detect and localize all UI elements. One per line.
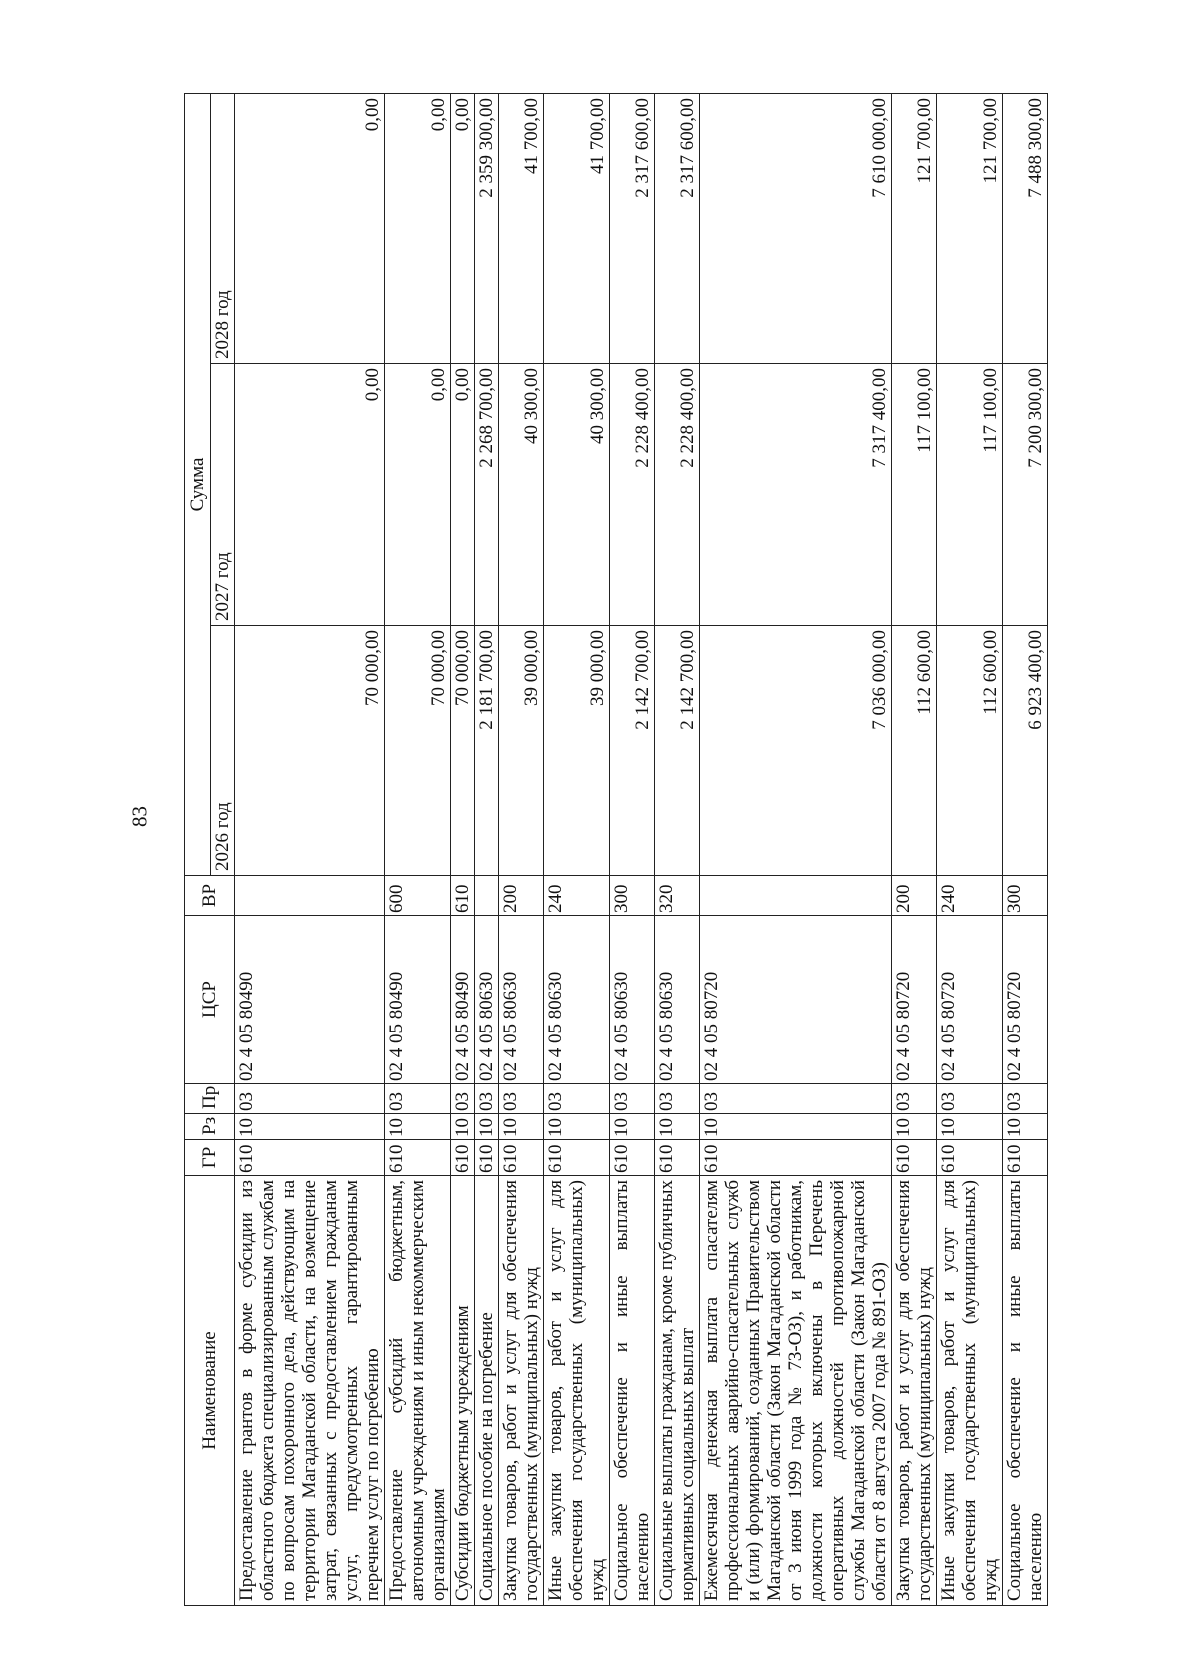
cell-pr: 03 [610,1084,655,1114]
cell-rz: 10 [1003,1114,1048,1140]
cell-2026: 70 000,00 [451,626,475,876]
cell-pr: 03 [544,1084,610,1114]
cell-csr: 02 4 05 80720 [1003,916,1048,1084]
table-row [892,94,937,1606]
cell-rz: 10 [235,1114,385,1140]
cell-csr: 02 4 05 80720 [700,916,892,1084]
cell-2028: 2 317 600,00 [655,94,700,364]
cell-csr: 02 4 05 80630 [499,916,544,1084]
cell-rz: 10 [655,1114,700,1140]
cell-vr: 320 [655,876,700,916]
cell-2026: 112 600,00 [892,626,937,876]
cell-pr: 03 [1003,1084,1048,1114]
cell-csr: 02 4 05 80630 [544,916,610,1084]
table-row [235,94,385,1606]
cell-name: Социальное обеспечение и иные выплаты населению [1003,1176,1048,1606]
cell-csr: 02 4 05 80630 [475,916,499,1084]
cell-2026: 39 000,00 [499,626,544,876]
cell-rz: 10 [610,1114,655,1140]
table-row [451,94,475,1606]
cell-2026: 39 000,00 [544,626,610,876]
cell-2027: 40 300,00 [499,364,544,626]
cell-2027: 117 100,00 [892,364,937,626]
header-sum: Сумма [185,94,211,876]
cell-name: Субсидии бюджетным учреждениям [451,1176,475,1606]
cell-vr: 200 [499,876,544,916]
table-row [937,94,1003,1606]
cell-2028: 41 700,00 [499,94,544,364]
table-row [700,94,892,1606]
cell-2026: 2 181 700,00 [475,626,499,876]
cell-gr: 610 [937,1140,1003,1176]
cell-vr [700,876,892,916]
cell-2027: 7 200 300,00 [1003,364,1048,626]
table-row [475,94,499,1606]
cell-name: Иные закупки товаров, работ и услуг для обеспечения государственных (муниципальных) нужд [937,1176,1003,1606]
header-pr: Пр [185,1084,235,1114]
cell-2026: 70 000,00 [235,626,385,876]
cell-2027: 0,00 [235,364,385,626]
cell-pr: 03 [475,1084,499,1114]
cell-name: Предоставление грантов в форме субсидии из областного бюджета специализированным службам по вопросам похоронного дела, действующим на территории Магаданской области, на возмещение затрат, связанных с предоставлением гражданам услуг, предусмотренных гарантированным перечнем услуг по погребению [235,1176,385,1606]
header-year-2027: 2027 год [211,364,235,626]
cell-vr: 200 [892,876,937,916]
table-row [610,94,655,1606]
header-csr: ЦСР [185,916,235,1084]
cell-vr: 300 [610,876,655,916]
header-rz: Рз [185,1114,235,1140]
cell-2026: 2 142 700,00 [610,626,655,876]
cell-2026: 6 923 400,00 [1003,626,1048,876]
cell-rz: 10 [499,1114,544,1140]
cell-pr: 03 [892,1084,937,1114]
cell-name: Закупка товаров, работ и услуг для обеспечения государственных (муниципальных) нужд [892,1176,937,1606]
cell-2027: 2 268 700,00 [475,364,499,626]
cell-vr: 600 [385,876,451,916]
cell-name: Иные закупки товаров, работ и услуг для обеспечения государственных (муниципальных) нужд [544,1176,610,1606]
cell-2028: 2 359 300,00 [475,94,499,364]
cell-gr: 610 [475,1140,499,1176]
cell-csr: 02 4 05 80630 [655,916,700,1084]
cell-pr: 03 [385,1084,451,1114]
cell-vr [235,876,385,916]
cell-2028: 0,00 [385,94,451,364]
table-row [1003,94,1048,1606]
cell-vr: 240 [544,876,610,916]
cell-csr: 02 4 05 80720 [892,916,937,1084]
cell-name: Закупка товаров, работ и услуг для обеспечения государственных (муниципальных) нужд [499,1176,544,1606]
cell-gr: 610 [1003,1140,1048,1176]
cell-2026: 7 036 000,00 [700,626,892,876]
cell-2027: 40 300,00 [544,364,610,626]
cell-2028: 121 700,00 [937,94,1003,364]
cell-2027: 2 228 400,00 [655,364,700,626]
cell-gr: 610 [385,1140,451,1176]
cell-name: Социальное обеспечение и иные выплаты населению [610,1176,655,1606]
cell-2027: 7 317 400,00 [700,364,892,626]
cell-pr: 03 [451,1084,475,1114]
cell-rz: 10 [451,1114,475,1140]
cell-2027: 0,00 [451,364,475,626]
cell-csr: 02 4 05 80490 [385,916,451,1084]
cell-name: Социальное пособие на погребение [475,1176,499,1606]
table-body [235,94,1048,1606]
cell-vr: 610 [451,876,475,916]
cell-vr: 300 [1003,876,1048,916]
cell-csr: 02 4 05 80630 [610,916,655,1084]
cell-2027: 0,00 [385,364,451,626]
cell-2026: 70 000,00 [385,626,451,876]
cell-pr: 03 [937,1084,1003,1114]
cell-pr: 03 [700,1084,892,1114]
cell-gr: 610 [544,1140,610,1176]
cell-2028: 2 317 600,00 [610,94,655,364]
cell-vr [475,876,499,916]
cell-csr: 02 4 05 80490 [451,916,475,1084]
cell-gr: 610 [610,1140,655,1176]
cell-2026: 112 600,00 [937,626,1003,876]
table-row [499,94,544,1606]
cell-gr: 610 [235,1140,385,1176]
cell-vr: 240 [937,876,1003,916]
cell-gr: 610 [499,1140,544,1176]
cell-2028: 7 610 000,00 [700,94,892,364]
table-row [655,94,700,1606]
cell-csr: 02 4 05 80490 [235,916,385,1084]
cell-2028: 41 700,00 [544,94,610,364]
cell-pr: 03 [499,1084,544,1114]
table-row [544,94,610,1606]
cell-gr: 610 [451,1140,475,1176]
cell-rz: 10 [700,1114,892,1140]
cell-2028: 7 488 300,00 [1003,94,1048,364]
cell-2027: 117 100,00 [937,364,1003,626]
cell-gr: 610 [700,1140,892,1176]
cell-name: Социальные выплаты гражданам, кроме публичных нормативных социальных выплат [655,1176,700,1606]
header-year-2028: 2028 год [211,94,235,364]
header-year-2026: 2026 год [211,626,235,876]
table-row [385,94,451,1606]
cell-rz: 10 [475,1114,499,1140]
page-number: 83 [127,806,152,827]
header-vr: ВР [185,876,235,916]
cell-pr: 03 [655,1084,700,1114]
cell-2028: 0,00 [451,94,475,364]
cell-csr: 02 4 05 80720 [937,916,1003,1084]
cell-gr: 610 [892,1140,937,1176]
cell-pr: 03 [235,1084,385,1114]
table-header [185,94,235,1606]
cell-2027: 2 228 400,00 [610,364,655,626]
cell-gr: 610 [655,1140,700,1176]
cell-rz: 10 [544,1114,610,1140]
budget-table-container [184,94,1046,1606]
cell-2028: 0,00 [235,94,385,364]
cell-name: Ежемесячная денежная выплата спасателям профессиональных аварийно-спасательных служб и (или) формирований, созданных Правительством Магаданской области (Закон Магаданской области от 3 июня 1999 года № 73-ОЗ), и работникам, должности которых включены в Перечень оперативных должностей противопожарной службы Магаданской области (Закон Магаданской области от 8 августа 2007 года № 891-ОЗ) [700,1176,892,1606]
cell-name: Предоставление субсидий бюджетным, автономным учреждениям и иным некоммерческим организациям [385,1176,451,1606]
header-gr: ГР [185,1140,235,1176]
budget-table [184,93,1048,1606]
cell-2028: 121 700,00 [892,94,937,364]
cell-rz: 10 [892,1114,937,1140]
header-name: Наименование [185,1176,235,1606]
cell-rz: 10 [937,1114,1003,1140]
cell-rz: 10 [385,1114,451,1140]
cell-2026: 2 142 700,00 [655,626,700,876]
